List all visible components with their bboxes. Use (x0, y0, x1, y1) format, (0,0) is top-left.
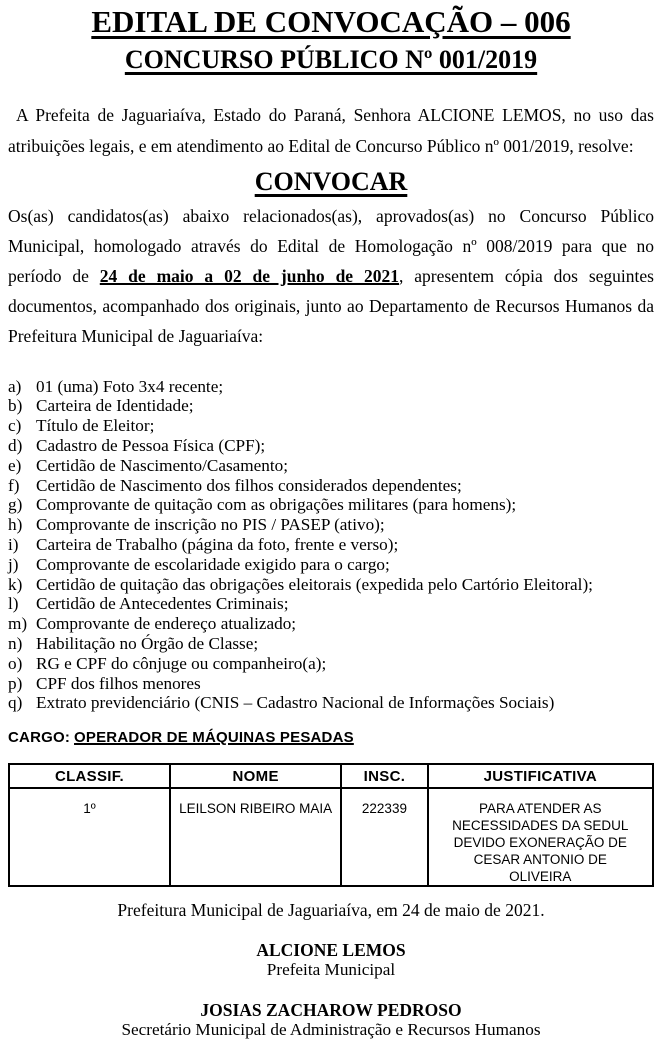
list-item-text: CPF dos filhos menores (36, 673, 201, 693)
candidates-table (8, 763, 654, 887)
signature-role: Prefeita Municipal (266, 960, 396, 980)
cell-insc: 222339 (341, 788, 427, 886)
list-item-marker: g) (8, 495, 23, 515)
list-item (8, 515, 654, 535)
list-item-marker: q) (8, 693, 23, 713)
list-item-text: Certidão de Nascimento/Casamento; (36, 455, 289, 475)
list-item-marker: a) (8, 376, 22, 396)
list-item-marker: o) (8, 653, 23, 673)
list-item (8, 575, 654, 595)
list-item-text: Certidão de Antecedentes Criminais; (36, 594, 289, 614)
list-item-marker: p) (8, 673, 23, 693)
list-item (8, 634, 654, 654)
signature-block-prefeita (8, 940, 654, 980)
cargo-label: CARGO: (8, 729, 71, 747)
document-subtitle: CONCURSO PÚBLICO Nº 001/2019 (124, 44, 538, 74)
list-item-marker: e) (8, 455, 22, 475)
list-item (8, 456, 654, 476)
list-item-marker: k) (8, 574, 23, 594)
list-item-marker: f) (8, 475, 20, 495)
list-item (8, 377, 654, 397)
list-item-text: Certidão de quitação das obrigações eleitorais (expedida pelo Cartório Eleitoral); (36, 574, 593, 594)
list-item-text: Comprovante de endereço atualizado; (36, 614, 297, 634)
table-header-insc: INSC. (341, 764, 427, 788)
cargo-value: OPERADOR DE MÁQUINAS PESADAS (74, 729, 354, 747)
list-item-marker: n) (8, 634, 23, 654)
list-item (8, 654, 654, 674)
cell-justificativa (428, 788, 653, 886)
list-item (8, 416, 654, 436)
cell-classif: 1º (9, 788, 170, 886)
signature-date-line: Prefeitura Municipal de Jaguariaíva, em 24 de maio de 2021. (117, 900, 545, 921)
list-item-text: 01 (uma) Foto 3x4 recente; (36, 376, 224, 396)
convocation-period: 24 de maio a 02 de junho de 2021 (99, 265, 399, 286)
list-item-text: Comprovante de quitação com as obrigações militares (para homens); (36, 495, 517, 515)
signature-block-secretario (8, 1000, 654, 1040)
list-item-text: Carteira de Trabalho (página da foto, frente e verso); (36, 535, 399, 555)
list-item-marker: i) (8, 535, 19, 555)
list-item-marker: b) (8, 396, 23, 416)
list-item-text: Título de Eleitor; (36, 416, 155, 436)
table-header-justificativa: JUSTIFICATIVA (428, 764, 653, 788)
signature-name: JOSIAS ZACHAROW PEDROSO (200, 1000, 462, 1021)
list-item-marker: m) (8, 614, 28, 634)
list-item (8, 396, 654, 416)
convocar-heading: CONVOCAR (254, 167, 408, 197)
list-item-text: Comprovante de inscrição no PIS / PASEP (ativo); (36, 515, 385, 535)
list-item (8, 476, 654, 496)
list-item (8, 535, 654, 555)
list-item (8, 436, 654, 456)
cell-nome: LEILSON RIBEIRO MAIA (170, 788, 341, 886)
list-item (8, 674, 654, 694)
list-item-text: RG e CPF do cônjuge ou companheiro(a); (36, 653, 327, 673)
table-row (9, 788, 653, 886)
list-item-text: Cadastro de Pessoa Física (CPF); (36, 436, 266, 456)
convocation-text-before: Os(as) candidatos(as) abaixo relacionados(as), aprovados(as) no Concurso Público Municipal, homologado através do Edital de Homologação nº 008/2019 para que no período de (8, 205, 654, 286)
list-item-marker: h) (8, 515, 23, 535)
list-item (8, 614, 654, 634)
signature-name: ALCIONE LEMOS (256, 940, 406, 961)
justificativa-text: PARA ATENDER AS NECESSIDADES DA SEDUL DEVIDO EXONERAÇÃO DE CESAR ANTONIO DE OLIVEIRA (452, 801, 629, 885)
list-item (8, 555, 654, 575)
list-item-marker: d) (8, 436, 23, 456)
list-item-text: Comprovante de escolaridade exigido para o cargo; (36, 554, 390, 574)
list-item-text: Habilitação no Órgão de Classe; (36, 634, 259, 654)
list-item-text: Carteira de Identidade; (36, 396, 194, 416)
table-header-classif: CLASSIF. (9, 764, 170, 788)
documents-list (8, 377, 654, 714)
list-item (8, 495, 654, 515)
list-item (8, 693, 654, 713)
signature-role: Secretário Municipal de Administração e Recursos Humanos (121, 1020, 541, 1040)
list-item-text: Certidão de Nascimento dos filhos considerados dependentes; (36, 475, 462, 495)
intro-paragraph: A Prefeita de Jaguariaíva, Estado do Paraná, Senhora ALCIONE LEMOS, no uso das atribuições legais, e em atendimento ao Edital de Concurso Público nº 001/2019, resolve: (8, 105, 654, 157)
table-header-nome: NOME (170, 764, 341, 788)
list-item-marker: j) (8, 554, 19, 574)
cargo-line (8, 729, 654, 746)
list-item (8, 594, 654, 614)
list-item-marker: l) (8, 594, 19, 614)
list-item-text: Extrato previdenciário (CNIS – Cadastro Nacional de Informações Sociais) (36, 693, 555, 713)
list-item-marker: c) (8, 416, 22, 436)
convocation-text-after: , apresentem cópia dos seguintes documentos, acompanhado dos originais, junto ao Departamento de Recursos Humanos da Prefeitura Municipal de Jaguariaíva: (8, 265, 654, 346)
table-header-row (9, 764, 653, 788)
convocation-paragraph (8, 201, 654, 351)
document-title: EDITAL DE CONVOCAÇÃO – 006 (91, 4, 571, 39)
